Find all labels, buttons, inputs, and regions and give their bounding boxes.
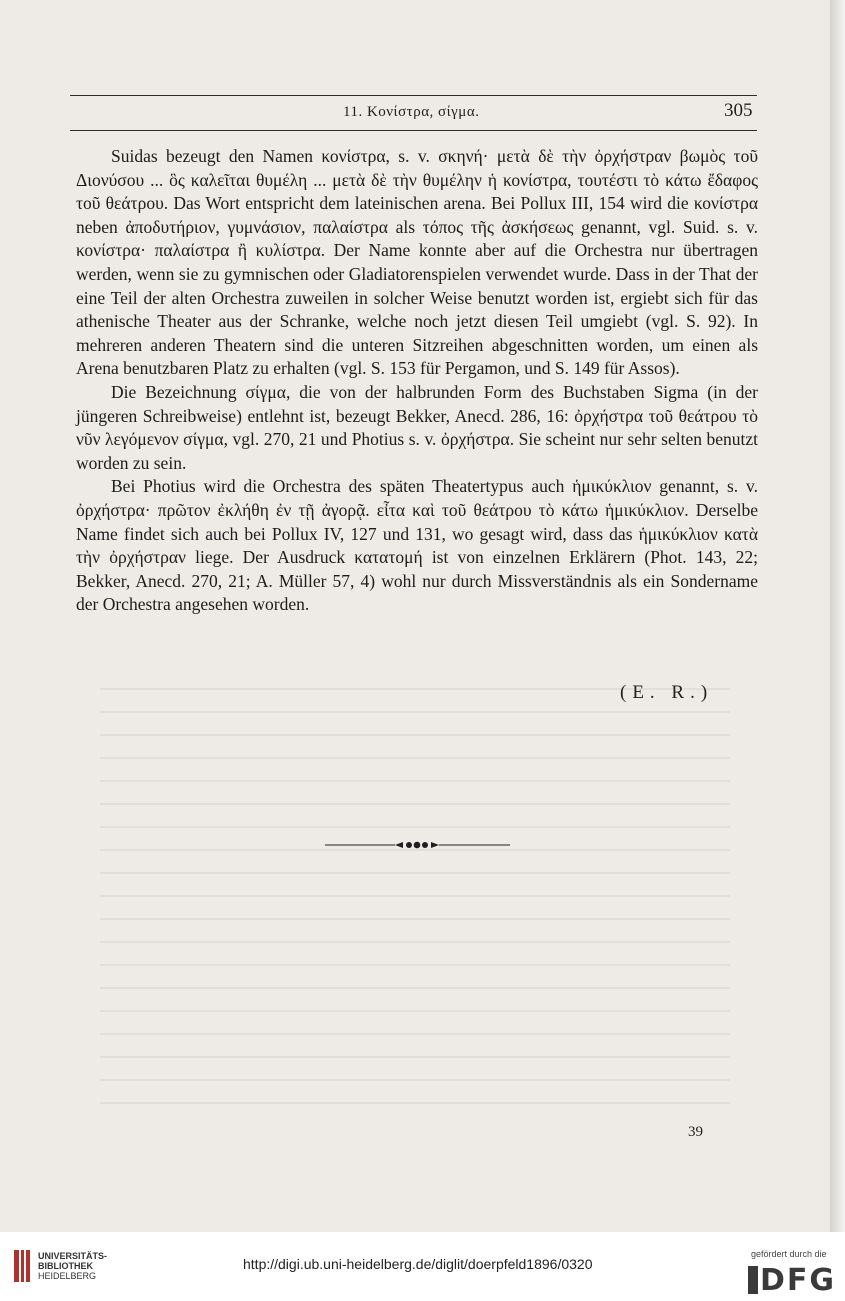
paragraph-konistra: Suidas bezeugt den Namen κονίστρα, s. v. σκηνή· μετὰ δὲ τὴν ὀρχήστραν βωμὸς τοῦ Διονύσου ... ὃς καλεῖται θυμέλη ... μετὰ δὲ τὴν θυμέλην ἡ κονίστρα, τουτέστι τὸ κάτω ἔδαφος τοῦ θεάτρου. Das Wort entspricht dem lateinischen arena. Bei Pollux III, 154 wird die κονίστρα neben ἀποδυτήριον, γυμνάσιον, παλαίστρα als τόπος τῆς ἀσκήσεως genannt, vgl. Suid. s. v. κονίστρα· παλαίστρα ἢ κυλίστρα. Der Name konnte aber auf die Orchestra nur übertragen werden, wenn sie zu gymnischen oder Gladiatorenspielen verwendet wurde. Dass in der That der eine Teil der alten Orchestra zuweilen in solcher Weise benutzt worden ist, ergiebt sich für das athenische Theater aus der Schranke, welche noch jetzt diesen Teil umgiebt (vgl. S. 92). In mehreren anderen Theatern sind die unteren Sitzreihen abgeschnitten worden, um einen als Arena benutzbaren Platz zu erhalten (vgl. S. 153 für Pergamon, und S. 149 für Assos).: [76, 146, 758, 379]
dfg-logo[interactable]: [748, 1263, 836, 1298]
dfg-logo-text: DFG: [760, 1263, 837, 1298]
page-edge: [830, 0, 845, 1232]
header-rule-top: [70, 95, 757, 96]
footer-page-number: 39: [688, 1124, 703, 1140]
funding-caption: gefördert durch die: [751, 1249, 827, 1259]
dfg-bar-icon: [748, 1266, 758, 1294]
paragraph-hemikyklion: Bei Photius wird die Orchestra des späten Theatertypus auch ἡμικύκλιον genannt, s. v. ὀρχήστρα· πρῶτον ἐκλήθη ἐν τῇ ἀγορᾷ. εἶτα καὶ τοῦ θεάτρου τὸ κάτω ἡμικύκλιον. Derselbe Name findet sich auch bei Pollux IV, 127 und 131, wo gesagt wird, dass das ἡμικύκλιον κατὰ τὴν ὀρχήστραν liege. Der Ausdruck κατατομή ist von einzelnen Erklärern (Phot. 143, 22; Bekker, Anecd. 270, 21; A. Müller 57, 4) wohl nur durch Missverständnis als ein Sondername der Orchestra angesehen worden.: [76, 476, 758, 615]
library-logo-line-1: UNIVERSITÄTS-: [38, 1251, 108, 1261]
paragraph-sigma: Die Bezeichnung σίγμα, die von der halbrunden Form des Buchstaben Sigma (in der jüngeren Schreibweise) entlehnt ist, bezeugt Bekker, Anecd. 286, 16: ὀρχήστρα τοῦ θεάτρου τὸ νῦν λεγόμενον σίγμα, vgl. 270, 21 und Photius s. v. ὀρχήστρα. Sie scheint nur sehr selten benutzt worden zu sein.: [76, 381, 758, 473]
bleed-through-shadow: [100, 688, 730, 1108]
running-title: 11. Κονίστρα, σίγμα.: [343, 104, 480, 120]
citation-url-link[interactable]: http://digi.ub.uni-heidelberg.de/diglit/doerpfeld1896/0320: [243, 1256, 593, 1272]
library-logo-text: [38, 1251, 107, 1281]
body-text: [76, 145, 758, 617]
library-emblem-icon: [12, 1248, 32, 1284]
library-logo-line-3: HEIDELBERG: [38, 1271, 97, 1281]
author-signature: (E. R.): [620, 682, 714, 703]
library-logo[interactable]: [12, 1248, 107, 1284]
library-logo-line-2: BIBLIOTHEK: [38, 1261, 93, 1271]
header-page-number: 305: [724, 100, 753, 121]
header-rule-bottom: [70, 130, 757, 131]
